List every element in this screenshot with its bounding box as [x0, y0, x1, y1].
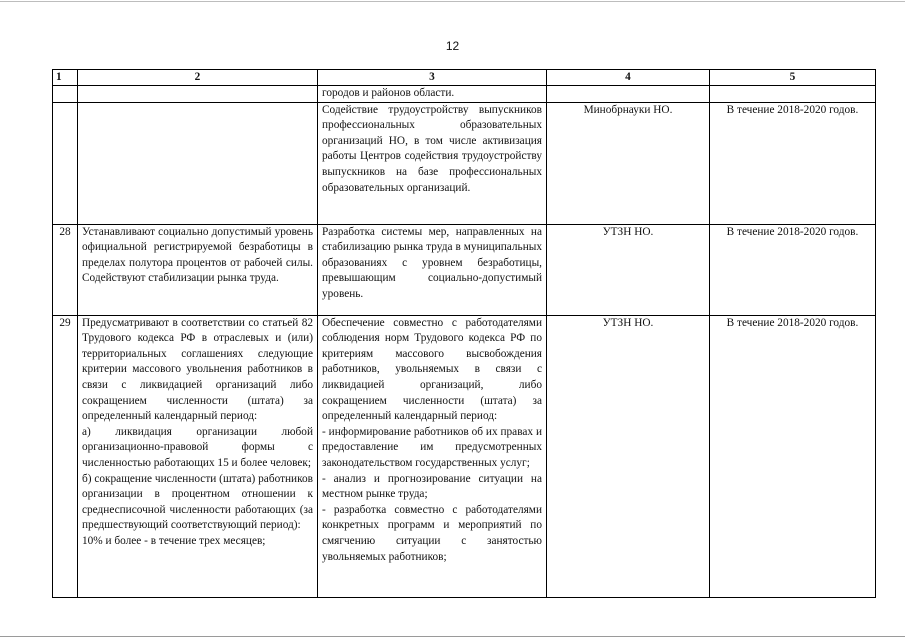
page-number: 12	[445, 39, 460, 53]
row-number	[53, 102, 78, 224]
deadline-cell: В течение 2018-2020 годов.	[710, 315, 876, 597]
table-row	[53, 86, 876, 103]
measure-cell: Устанавливают социально допустимый уровень официальной регистрируемой безработицы в пределах полутора процентов от рабочей силы. Содействуют стабилизации рынка труда.	[78, 224, 318, 315]
row-number	[53, 86, 78, 103]
table-row	[53, 315, 876, 597]
responsible-cell	[547, 86, 710, 103]
deadline-cell: В течение 2018-2020 годов.	[710, 224, 876, 315]
responsible-cell: УТЗН НО.	[547, 315, 710, 597]
action-cell: Разработка системы мер, направленных на стабилизацию рынка труда в муниципальных образованиях с уровнем безработицы, превышающим социально-допустимый уровень.	[318, 224, 547, 315]
measure-paragraph: а) ликвидация организации любой организационно-правовой формы с численностью работающих 15 и более человек;	[82, 425, 313, 469]
row-number: 29	[53, 315, 78, 597]
responsible-cell: УТЗН НО.	[547, 224, 710, 315]
scan-top-edge	[0, 1, 905, 2]
measure-paragraph: Предусматривают в соответствии со статьей 82 Трудового кодекса РФ в отраслевых и (или) территориальных соглашениях следующие критерии массового увольнения работников в связи с ликвидацией организаций либо сокращением численности (штата) за определенный календарный период:	[82, 316, 313, 423]
column-number-2: 2	[78, 70, 318, 86]
row-number: 28	[53, 224, 78, 315]
action-paragraph: - анализ и прогнозирование ситуации на местном рынке труда;	[322, 472, 542, 501]
action-paragraph: - разработка совместно с работодателями конкретных программ и мероприятий по смягчению ситуации с занятостью увольняемых работников;	[322, 503, 542, 563]
table-row	[53, 102, 876, 224]
column-number-row	[53, 70, 876, 86]
action-cell: Содействие трудоустройству выпускников профессиональных образовательных организаций НО, в том числе активизация работы Центров содействия трудоустройству выпускников на базе профессиональных образовательных организаций.	[318, 102, 547, 224]
table-row	[53, 224, 876, 315]
action-paragraph: Обеспечение совместно с работодателями соблюдения норм Трудового кодекса РФ по критериям массового высвобождения работников, увольняемых в связи с ликвидацией организаций, либо сокращением численности (штата) за определенный календарный период:	[322, 316, 542, 423]
measure-paragraph: б) сокращение численности (штата) работников организации в процентном отношении к среднесписочной численности работающих (за предшествующий соответствующий период):	[82, 472, 313, 532]
deadline-cell	[710, 86, 876, 103]
column-number-1: 1	[53, 70, 78, 86]
measures-table	[52, 69, 876, 598]
action-cell	[318, 315, 547, 597]
action-paragraph: - информирование работников об их правах и предоставление им предусмотренных законодательством государственных услуг;	[322, 425, 542, 469]
deadline-cell: В течение 2018-2020 годов.	[710, 102, 876, 224]
responsible-cell: Минобрнауки НО.	[547, 102, 710, 224]
measure-cell	[78, 86, 318, 103]
column-number-5: 5	[710, 70, 876, 86]
scan-bottom-edge	[0, 636, 905, 637]
measure-cell	[78, 315, 318, 597]
action-cell: городов и районов области.	[318, 86, 547, 103]
measure-paragraph: 10% и более - в течение трех месяцев;	[82, 534, 266, 547]
column-number-3: 3	[318, 70, 547, 86]
column-number-4: 4	[547, 70, 710, 86]
measure-cell	[78, 102, 318, 224]
